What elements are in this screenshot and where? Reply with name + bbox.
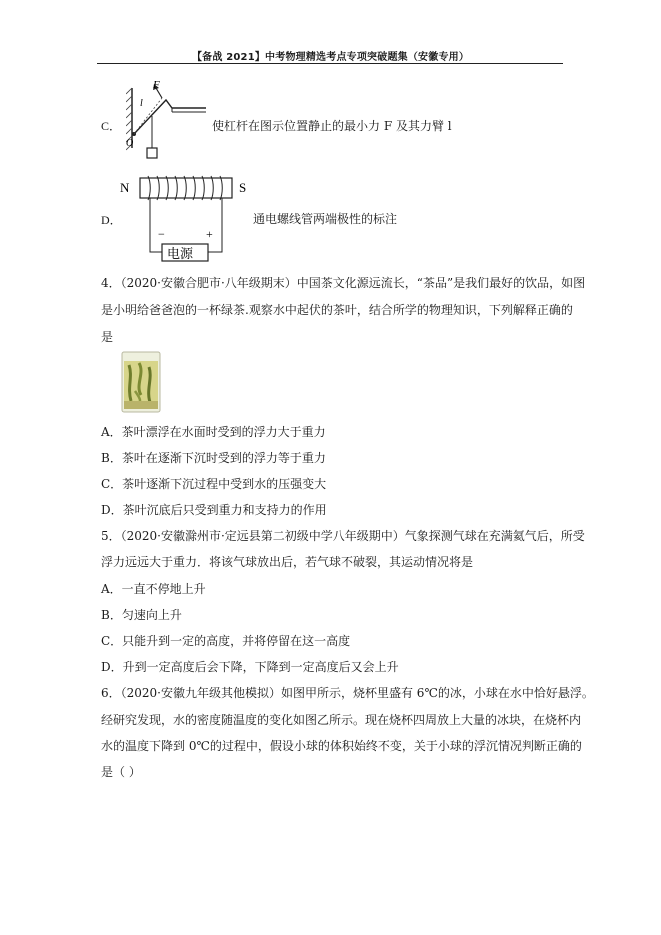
q5-option-c: C．只能升到一定的高度，并将停留在这一高度 — [101, 634, 351, 648]
q4-option-a: A．茶叶漂浮在水面时受到的浮力大于重力 — [101, 425, 326, 439]
south-pole-label: S — [239, 180, 247, 195]
option-d-text: 通电螺线管两端极性的标注 — [253, 212, 398, 226]
force-label: F — [153, 79, 160, 91]
q5-option-d: D．升到一定高度后会下降，下降到一定高度后又会上升 — [101, 660, 399, 674]
plus-label: + — [206, 227, 213, 241]
north-pole-label: N — [120, 180, 130, 195]
lever-figure — [126, 78, 210, 168]
option-c-text: 使杠杆在图示位置静止的最小力 F 及其力臂 l — [212, 119, 452, 133]
q4-option-d: D．茶叶沉底后只受到重力和支持力的作用 — [101, 503, 327, 517]
pivot-label: O — [126, 138, 134, 149]
q5-option-a: A．一直不停地上升 — [101, 582, 206, 596]
q5-option-b: B．匀速向上升 — [101, 608, 182, 622]
tea-glass-image — [121, 351, 161, 413]
page-header: 【备战 2021】中考物理精选考点专项突破题集（安徽专用） — [191, 52, 470, 63]
q4-line1: 4．（2020·安徽合肥市·八年级期末）中国茶文化源远流长，“茶品”是我们最好的饮品，如图 — [101, 276, 586, 290]
q6-line1: 6．（2020·安徽九年级其他模拟）如图甲所示，烧杯里盛有 6℃的冰，小球在水中恰好悬浮。 — [101, 686, 594, 700]
option-c-letter: C． — [101, 119, 122, 133]
solenoid-figure — [118, 172, 256, 266]
header-divider — [97, 63, 563, 64]
q6-line3: 水的温度下降到 0℃的过程中，假设小球的体积始终不变，关于小球的浮沉情况判断正确的 — [101, 739, 582, 753]
q5-line2: 浮力远远大于重力．将该气球放出后，若气球不破裂，其运动情况将是 — [101, 555, 474, 569]
arm-label: l — [140, 98, 143, 109]
power-label: 电源 — [167, 246, 194, 261]
q4-option-b: B．茶叶在逐渐下沉时受到的浮力等于重力 — [101, 451, 326, 465]
q6-line4: 是（ ） — [101, 765, 141, 779]
q5-line1: 5．（2020·安徽滁州市·定远县第二初级中学八年级期中）气象探测气球在充满氦气后，所受 — [101, 529, 585, 543]
q4-line3: 是 — [101, 330, 114, 344]
q4-option-c: C．茶叶逐渐下沉过程中受到水的压强变大 — [101, 477, 327, 491]
q6-line2: 经研究发现，水的密度随温度的变化如图乙所示。现在烧杯四周放上大量的冰块，在烧杯内 — [101, 713, 582, 727]
option-d-letter: D． — [101, 213, 122, 227]
minus-label: − — [158, 227, 165, 241]
q4-line2: 是小明给爸爸泡的一杯绿茶.观察水中起伏的茶叶，结合所学的物理知识，下列解释正确的 — [101, 303, 573, 317]
